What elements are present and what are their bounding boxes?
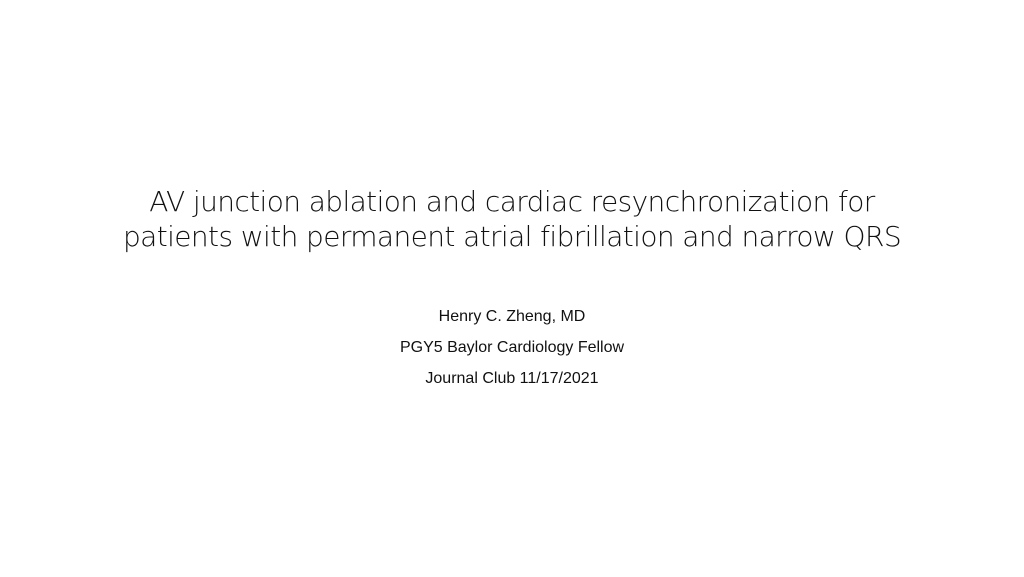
presenter-position: PGY5 Baylor Cardiology Fellow [399, 339, 625, 356]
presenter-name: Henry C. Zheng, MD [438, 308, 586, 325]
event-date: Journal Club 11/17/2021 [425, 370, 599, 387]
slide-title [0, 184, 1024, 254]
slide-subtitle [0, 306, 1024, 399]
slide-title-line-1: AV junction ablation and cardiac resynchronization for [149, 185, 875, 218]
slide-title-line-2: patients with permanent atrial fibrillation and narrow QRS [123, 220, 901, 253]
